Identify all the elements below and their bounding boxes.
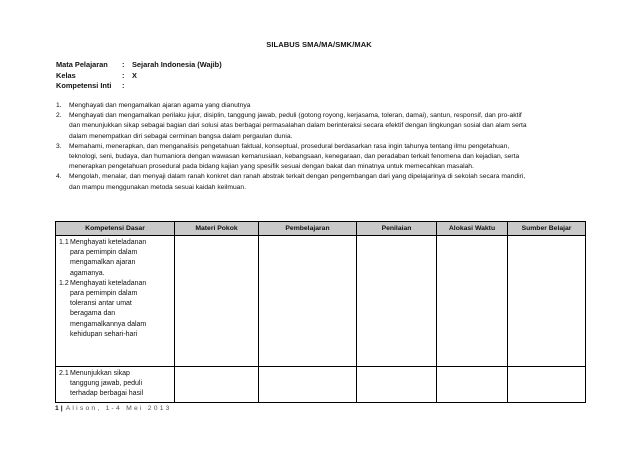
meta-label: Kompetensi Inti (56, 81, 112, 90)
competence-text: toleransi antar umat (70, 300, 132, 308)
document-meta (56, 60, 222, 92)
footer-text: Alison, 1-4 Mei 2013 (65, 405, 172, 412)
table-header-row (56, 222, 586, 236)
item-text: dan menunjukkan sikap sebagai bagian dari solusi atas berbagai permasalahan dalam berinteraksi secara efektif dengan lingkungan sosial dan alam serta (69, 122, 527, 130)
core-competence-item (56, 101, 596, 111)
item-text: Menghayati dan mengamalkan ajaran agama yang dianutnya (69, 102, 251, 109)
item-number: 4. (56, 173, 62, 181)
learning-cell (259, 367, 357, 403)
competence-text: tanggung jawab, peduli (70, 380, 143, 388)
competence-text: terhadap berbagai hasil (70, 390, 144, 398)
document-title: SILABUS SMA/MA/SMK/MAK (266, 40, 372, 49)
meta-colon: : (122, 70, 125, 80)
competence-text: para pemimpin dalam (70, 249, 138, 257)
core-competence-item (56, 142, 596, 173)
item-text: Memahami, menerapkan, dan menganalisis pengetahuan faktual, konseptual, prosedural berdasarkan rasa ingin tahunya tentang ilmu pengetahuan, (69, 142, 510, 150)
core-competence-item (56, 172, 596, 192)
column-header-learning: Pembelajaran (259, 222, 357, 236)
competence-number: 1.1 (59, 239, 69, 246)
meta-row-subject (56, 60, 222, 71)
basic-competence-cell (56, 367, 175, 403)
item-number: 3. (56, 142, 62, 150)
time-allocation-cell (437, 236, 508, 367)
item-text: Mengolah, menalar, dan menyaji dalam ranah konkret dan ranah abstrak terkait dengan pengembangan dari yang dipelajarinya di sekolah secara mandiri, (69, 173, 526, 181)
column-header-basic-competence: Kompetensi Dasar (56, 222, 175, 236)
competence-number: 1.2 (59, 279, 69, 287)
competence-text: Menunjukkan sikap (70, 370, 130, 377)
meta-label: Mata Pelajaran (56, 60, 108, 69)
meta-row-class (56, 71, 222, 82)
item-number: 1. (56, 102, 62, 109)
meta-label: Kelas (56, 70, 76, 80)
footer-separator: | (60, 405, 63, 412)
meta-colon: : (122, 60, 125, 69)
basic-competence-item (59, 238, 172, 279)
meta-colon: : (122, 81, 125, 90)
competence-text: beragama dan (70, 310, 116, 318)
main-material-cell (175, 236, 259, 367)
core-competence-item (56, 111, 596, 142)
column-header-learning-source: Sumber Belajar (508, 222, 586, 236)
basic-competence-cell (56, 236, 175, 367)
competence-text: agamanya. (70, 269, 105, 277)
assessment-cell (357, 236, 437, 367)
item-text: teknologi, seni, budaya, dan humaniora dengan wawasan kemanusiaan, kebangsaan, kenegaraan, dan peradaban terkait fenomena dan kejadian, serta (69, 153, 520, 161)
competence-text: para pemimpin dalam (70, 290, 138, 298)
learning-cell (259, 236, 357, 367)
meta-value: X (132, 70, 137, 80)
item-number: 2. (56, 112, 62, 120)
learning-source-cell (508, 236, 586, 367)
main-material-cell (175, 367, 259, 403)
item-text: dalam menempatkan diri sebagai cerminan bangsa dalam pergaulan dunia. (69, 132, 293, 140)
competence-text: Menghayati keteladanan (70, 239, 147, 246)
meta-row-core-competence (56, 81, 222, 92)
competence-text: kehidupan sehari-hari (70, 330, 138, 338)
competence-text: mengamalkannya dalam (70, 320, 147, 328)
time-allocation-cell (437, 367, 508, 403)
learning-source-cell (508, 367, 586, 403)
basic-competence-item (59, 279, 172, 340)
column-header-time-allocation: Alokasi Waktu (437, 222, 508, 236)
column-header-assessment: Penilaian (357, 222, 437, 236)
page-footer (55, 405, 585, 412)
competence-text: Menghayati keteladanan (70, 279, 147, 287)
core-competence-list (56, 101, 596, 193)
competence-text: mengamalkan ajaran (70, 259, 136, 267)
column-header-main-material: Materi Pokok (175, 222, 259, 236)
table-row (56, 367, 586, 403)
table-row (56, 236, 586, 367)
assessment-cell (357, 367, 437, 403)
item-text: menerapkan pengetahuan prosedural pada bidang kajian yang spesifik sesuai dengan bakat dan minatnya untuk memecahkan masalah. (69, 163, 474, 171)
item-text: Menghayati dan mengamalkan perilaku jujur, disiplin, tanggung jawab, peduli (gotong royong, kerjasama, toleran, damai), santun, responsif, dan pro-aktif (69, 112, 522, 120)
basic-competence-item (59, 369, 172, 400)
item-text: dan mampu menggunakan metoda sesuai kaidah keilmuan. (69, 183, 246, 191)
meta-value: Sejarah Indonesia (Wajib) (132, 60, 222, 69)
page-number: 1 (55, 405, 59, 412)
competence-number: 2.1 (59, 370, 69, 377)
syllabus-table (55, 221, 586, 403)
